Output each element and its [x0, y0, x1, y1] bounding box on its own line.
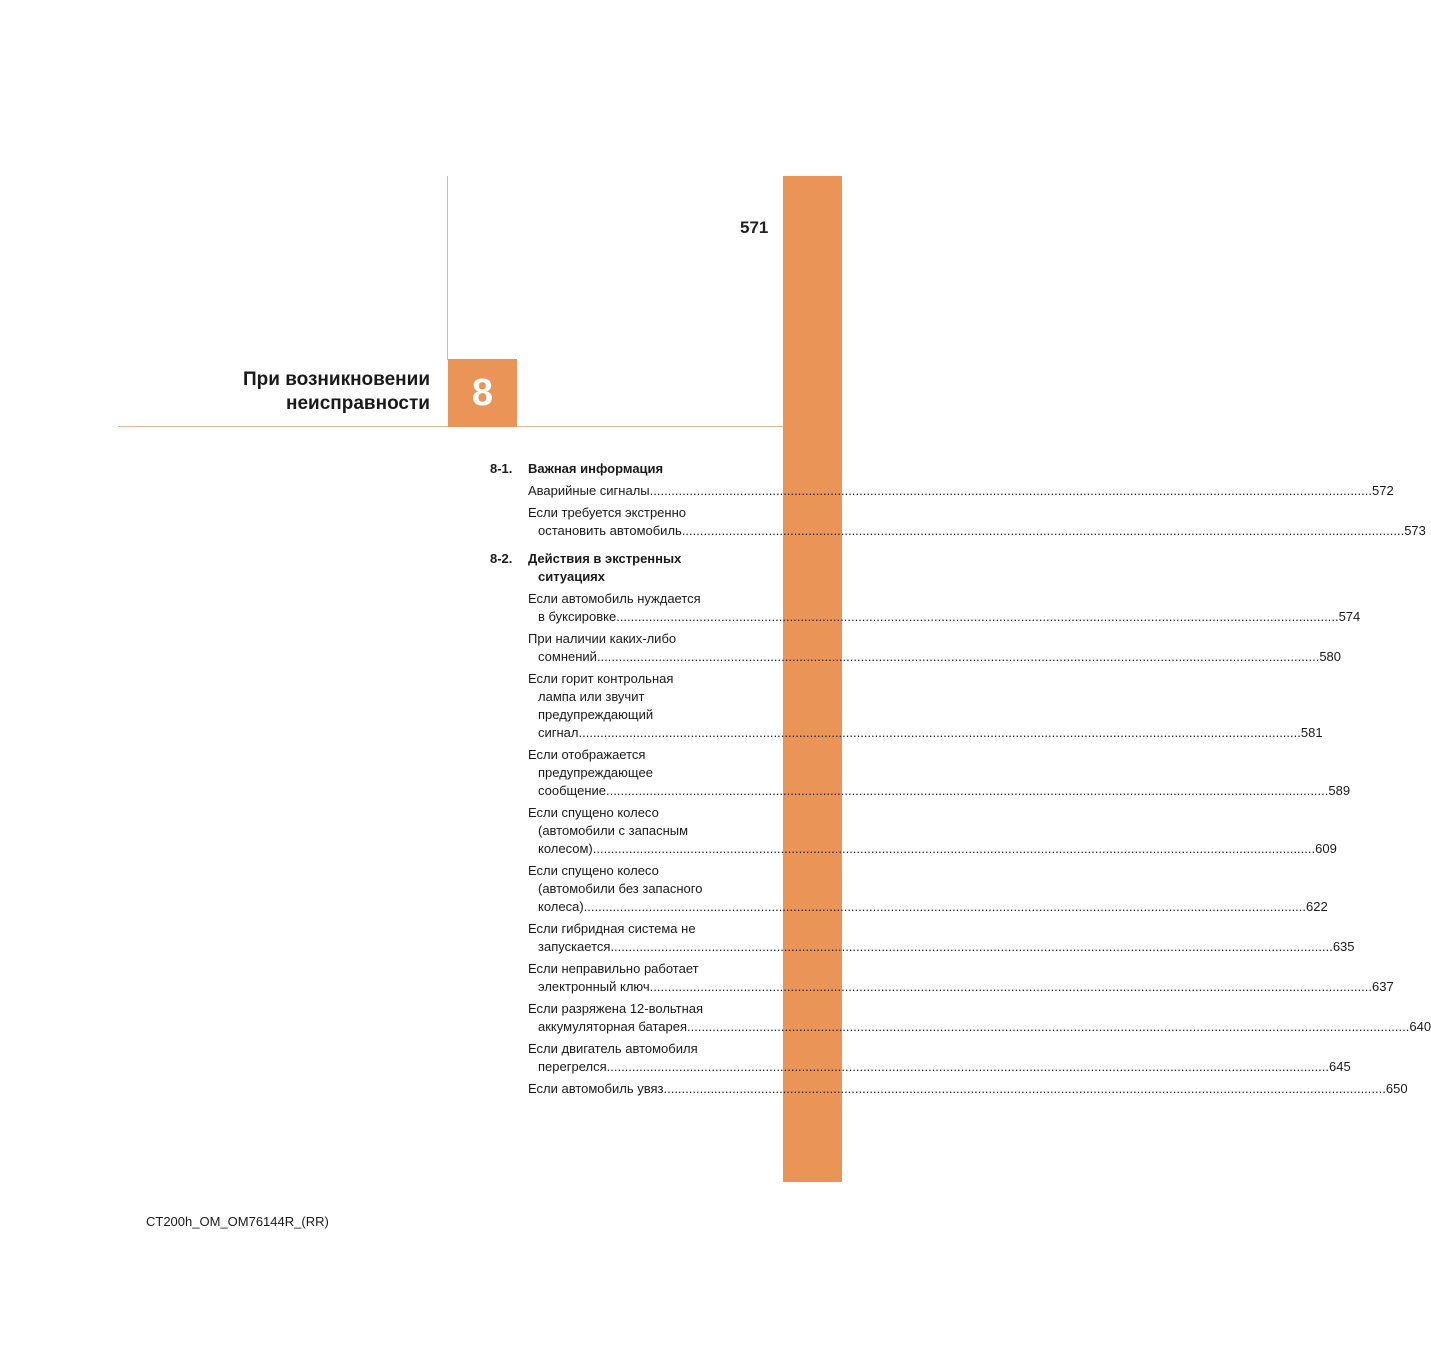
toc-entry-line: Если неправильно работает: [528, 961, 699, 976]
toc-entry[interactable]: [528, 804, 1337, 858]
toc-entry-title: колеса): [538, 899, 584, 914]
toc-entry-title: Аварийные сигналы: [528, 483, 650, 498]
toc-leader-dots: ........................................................................................................................................................................................................: [578, 725, 1301, 740]
toc-entry-line: (автомобили с запасным: [538, 823, 689, 838]
toc-entry-title: сомнений: [538, 649, 597, 664]
chapter-number-box: [448, 359, 517, 427]
table-of-contents: [490, 460, 1431, 1102]
toc-entry[interactable]: [528, 1040, 1351, 1076]
toc-leader-dots: ........................................................................................................................................................................................................: [610, 939, 1333, 954]
toc-section-heading: [490, 460, 740, 478]
toc-leader-dots: ........................................................................................................................................................................................................: [663, 1081, 1386, 1096]
toc-entry-title: остановить автомобиль: [538, 523, 682, 538]
toc-section-title-line: ситуациях: [538, 569, 605, 584]
toc-section-title-line: Важная информация: [528, 461, 664, 476]
toc-section-heading: [490, 550, 740, 586]
toc-entry[interactable]: [528, 920, 1355, 956]
toc-leader-dots: ........................................................................................................................................................................................................: [681, 523, 1405, 538]
vertical-divider: [447, 176, 448, 360]
toc-entry[interactable]: [528, 630, 1342, 666]
toc-leader-dots: ........................................................................................................................................................................................................: [606, 1059, 1329, 1074]
toc-entry-title: Если автомобиль увяз: [528, 1081, 664, 1096]
toc-entry[interactable]: [528, 960, 1394, 996]
toc-entry-line: Если горит контрольная: [528, 671, 674, 686]
toc-page-number: 574: [1338, 609, 1361, 624]
toc-page-number: 650: [1385, 1081, 1408, 1096]
toc-leader-dots: ........................................................................................................................................................................................................: [649, 979, 1373, 994]
toc-entry-title: сообщение: [538, 783, 607, 798]
toc-entry-line: Если двигатель автомобиля: [528, 1041, 698, 1056]
toc-page-number: 589: [1328, 783, 1351, 798]
toc-entry-title: колесом): [538, 841, 593, 856]
toc-leader-dots: ........................................................................................................................................................................................................: [592, 841, 1316, 856]
toc-entry[interactable]: [528, 670, 1323, 742]
toc-entry-line: Если спущено колесо: [528, 863, 659, 878]
toc-page-number: 580: [1319, 649, 1342, 664]
toc-leader-dots: ........................................................................................................................................................................................................: [606, 783, 1329, 798]
toc-leader-dots: ........................................................................................................................................................................................................: [649, 483, 1372, 498]
toc-entry-line: Если требуется экстренно: [528, 505, 686, 520]
toc-section-number: 8-1.: [490, 461, 513, 476]
toc-leader-dots: ........................................................................................................................................................................................................: [616, 609, 1339, 624]
toc-entry-title: аккумуляторная батарея: [538, 1019, 687, 1034]
toc-entry-line: Если автомобиль нуждается: [528, 591, 701, 606]
toc-page-number: 637: [1372, 979, 1394, 994]
toc-entry-line: При наличии каких-либо: [528, 631, 677, 646]
toc-page-number: 622: [1306, 899, 1328, 914]
chapter-title-line-2: неисправности: [285, 393, 430, 414]
toc-entry[interactable]: [528, 746, 1351, 800]
toc-leader-dots: ........................................................................................................................................................................................................: [687, 1019, 1410, 1034]
toc-page-number: 581: [1300, 725, 1323, 740]
toc-entry[interactable]: [528, 504, 1426, 540]
toc-section-title-line: Действия в экстренных: [528, 551, 682, 566]
chapter-number: 8: [471, 371, 494, 414]
toc-entry-title: сигнал: [538, 725, 579, 740]
toc-section-number: 8-2.: [490, 551, 513, 566]
toc-page-number: 573: [1404, 523, 1426, 538]
toc-entry-line: Если разряжена 12-вольтная: [528, 1001, 704, 1016]
toc-entry-line: предупреждающий: [538, 707, 654, 722]
toc-entry[interactable]: [528, 482, 1394, 500]
document-code-footer: CT200h_OM_OM76144R_(RR): [146, 1214, 329, 1229]
chapter-title-line-1: При возникновении: [242, 369, 430, 390]
toc-entry[interactable]: [528, 590, 1361, 626]
toc-entry-line: (автомобили без запасного: [538, 881, 703, 896]
toc-entry-title: запускается: [538, 939, 611, 954]
toc-entry[interactable]: [528, 1000, 1431, 1036]
toc-entry-line: лампа или звучит: [538, 689, 645, 704]
toc-page-number: 572: [1372, 483, 1394, 498]
toc-section-title: [528, 550, 740, 586]
toc-entry[interactable]: [528, 1080, 1408, 1098]
toc-leader-dots: ........................................................................................................................................................................................................: [596, 649, 1320, 664]
toc-entry[interactable]: [528, 862, 1328, 916]
toc-page-number: 635: [1332, 939, 1355, 954]
toc-leader-dots: ........................................................................................................................................................................................................: [583, 899, 1307, 914]
toc-section-title: [528, 460, 740, 478]
toc-entry-title: перегрелся: [538, 1059, 607, 1074]
toc-page-number: 640: [1409, 1019, 1431, 1034]
toc-page-number: 645: [1329, 1059, 1351, 1074]
toc-entry-title: электронный ключ: [538, 979, 650, 994]
toc-entry-title: в буксировке: [538, 609, 617, 624]
chapter-title: [243, 368, 430, 416]
toc-entry-line: Если гибридная система не: [528, 921, 696, 936]
toc-page-number: 609: [1315, 841, 1337, 856]
toc-entry-line: предупреждающее: [538, 765, 653, 780]
toc-entry-line: Если спущено колесо: [528, 805, 659, 820]
page-number: 571: [740, 218, 769, 237]
toc-entry-line: Если отображается: [528, 747, 646, 762]
